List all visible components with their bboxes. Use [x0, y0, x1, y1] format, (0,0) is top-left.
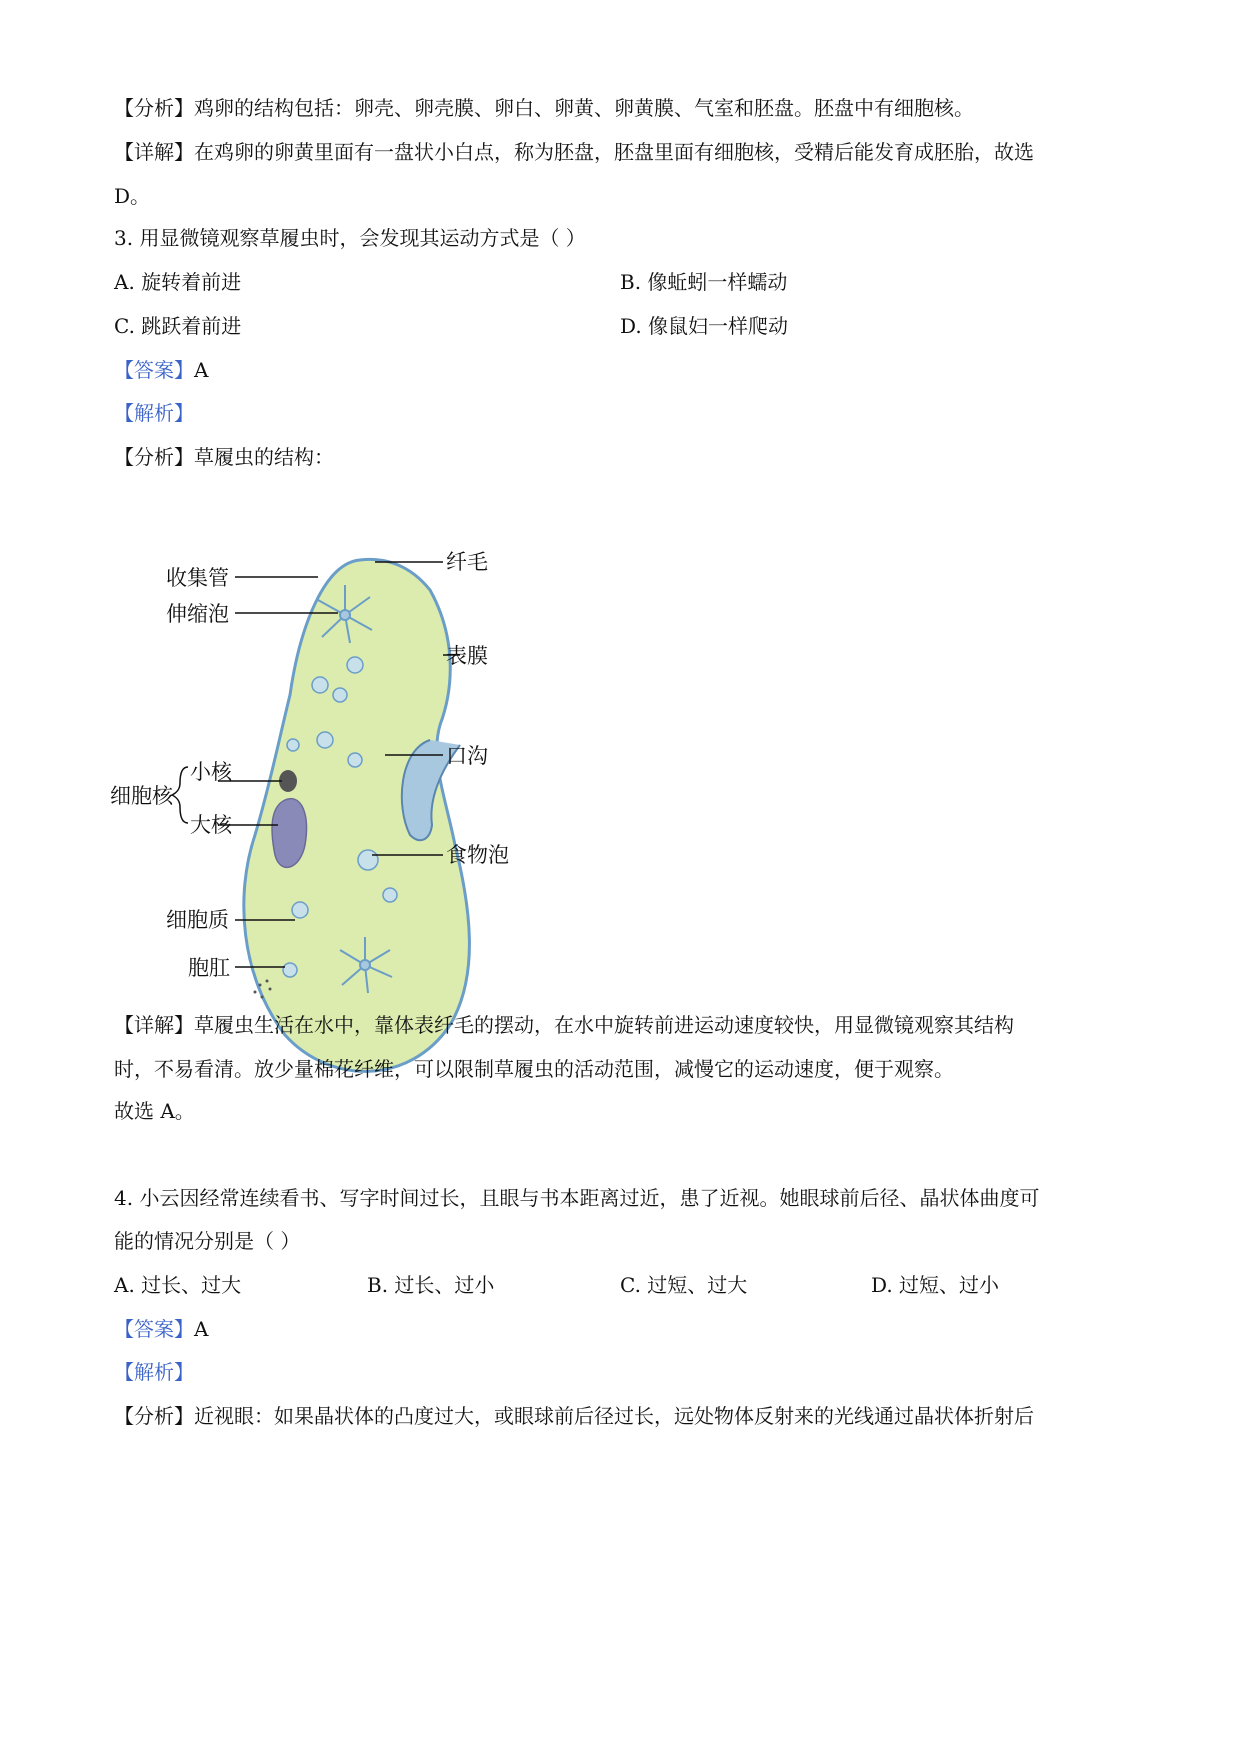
analysis-tag-3: 【解析】 — [114, 401, 194, 425]
q3-option-c: C. 跳跃着前进 — [114, 314, 242, 338]
label-cytoplasm: 细胞质 — [166, 908, 229, 932]
q4-option-b: B. 过长、过小 — [367, 1273, 495, 1297]
analysis-4: 【分析】近视眼：如果晶状体的凸度过大，或眼球前后径过长，远处物体反射来的光线通过晶状体折射后 — [114, 1404, 1034, 1428]
label-macronucleus: 大核 — [190, 813, 232, 837]
q3-option-d: D. 像鼠妇一样爬动 — [620, 314, 789, 338]
label-nucleus: 细胞核 — [110, 784, 173, 808]
question-4-line-1: 4. 小云因经常连续看书、写字时间过长，且眼与书本距离过近，患了近视。她眼球前后径、晶状体曲度可 — [114, 1186, 1040, 1210]
line-2: 【详解】在鸡卵的卵黄里面有一盘状小白点，称为胚盘，胚盘里面有细胞核，受精后能发育成胚胎，故选 — [114, 140, 1034, 164]
question-4-line-2: 能的情况分别是（ ） — [114, 1229, 301, 1253]
q3-option-a: A. 旋转着前进 — [114, 270, 242, 294]
label-contractile-vacuole: 伸缩泡 — [166, 602, 229, 626]
label-oral-groove: 口沟 — [446, 744, 488, 768]
answer-3 — [114, 358, 208, 382]
detail-3-line-3: 故选 A。 — [114, 1099, 195, 1123]
detail-3-line-1: 【详解】草履虫生活在水中，靠体表纤毛的摆动，在水中旋转前进运动速度较快，用显微镜观察其结构 — [114, 1013, 1014, 1037]
line-1: 【分析】鸡卵的结构包括：卵壳、卵壳膜、卵白、卵黄、卵黄膜、气室和胚盘。胚盘中有细胞核。 — [114, 96, 974, 120]
answer-value: A — [194, 358, 209, 382]
q4-option-a: A. 过长、过大 — [114, 1273, 242, 1297]
label-pellicle: 表膜 — [446, 644, 488, 668]
answer-4 — [114, 1317, 208, 1341]
analysis-tag-4: 【解析】 — [114, 1360, 194, 1384]
question-3: 3. 用显微镜观察草履虫时，会发现其运动方式是（ ） — [114, 226, 586, 250]
label-food-vacuole: 食物泡 — [446, 843, 509, 867]
answer-tag: 【答案】 — [114, 1317, 194, 1341]
analysis-3: 【分析】草履虫的结构： — [114, 445, 334, 469]
macronucleus — [272, 799, 306, 868]
label-collecting-canal: 收集管 — [166, 566, 229, 590]
detail-3-line-2: 时，不易看清。放少量棉花纤维，可以限制草履虫的活动范围，减慢它的运动速度，便于观察。 — [114, 1057, 954, 1081]
q4-option-c: C. 过短、过大 — [620, 1273, 748, 1297]
label-micronucleus: 小核 — [190, 760, 232, 784]
q3-option-b: B. 像蚯蚓一样蠕动 — [620, 270, 788, 294]
label-cilia: 纤毛 — [446, 550, 488, 574]
answer-tag: 【答案】 — [114, 358, 194, 382]
q4-option-d: D. 过短、过小 — [871, 1273, 1000, 1297]
label-cytopyge: 胞肛 — [188, 956, 230, 980]
line-3: D。 — [114, 184, 151, 208]
answer-value: A — [194, 1317, 209, 1341]
